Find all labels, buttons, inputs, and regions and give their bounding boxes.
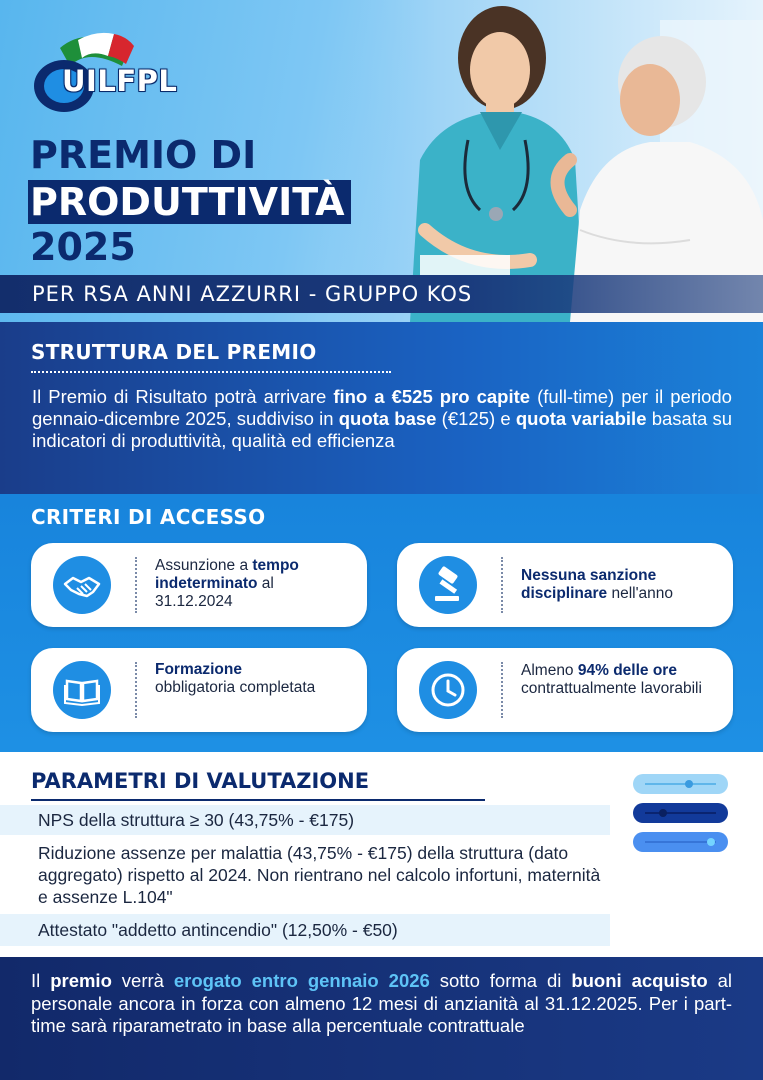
struttura-divider: [31, 371, 391, 373]
handshake-icon: [53, 556, 111, 614]
parametro-row: Riduzione assenze per malattia (43,75% - €175) della struttura (dato aggregato) rispetto al 2024. Non rientrano nel calcolo infortuni, maternità e assenze L.104": [38, 843, 601, 907]
slider-decoration-icon: [633, 832, 728, 852]
slider-decoration-icon: [633, 803, 728, 823]
card-separator: [501, 662, 503, 718]
title-line-1: PREMIO DI: [30, 133, 257, 177]
criterio-card-formazione: [31, 648, 367, 732]
criterio-card-ore: [397, 648, 733, 732]
hero-photo-nurse-and-elderly-woman: [330, 0, 763, 322]
criterio-text: Nessuna sanzione disciplinare nell'anno: [521, 567, 674, 602]
criterio-card-assunzione: [31, 543, 367, 627]
criterio-text: Formazione obbligatoria completata: [155, 661, 316, 696]
criterio-text: Almeno 94% delle ore contrattualmente lavorabili: [521, 662, 702, 697]
uilfpl-logo: [30, 26, 195, 116]
clock-icon: [419, 661, 477, 719]
slider-decoration-icon: [633, 774, 728, 794]
card-separator: [135, 557, 137, 613]
parametro-row: NPS della struttura ≥ 30 (43,75% - €175): [0, 805, 610, 835]
title-line-2: PRODUTTIVITÀ: [28, 180, 351, 224]
footer-text: Il premio verrà erogato entro gennaio 2026 sotto forma di buoni acquisto al personale ancora in forza con almeno 12 mesi di anzianità al 31.12.2025. Per i part-time sarà riparametrato in base alla percentuale contrattuale: [31, 970, 732, 1036]
criteri-heading: CRITERI DI ACCESSO: [31, 505, 266, 529]
card-separator: [135, 662, 137, 718]
card-separator: [501, 557, 503, 613]
hero-section: [0, 0, 763, 322]
struttura-heading: STRUTTURA DEL PREMIO: [31, 340, 317, 364]
parametro-row: Attestato "addetto antincendio" (12,50% - €50): [0, 914, 610, 946]
title-line-3: 2025: [30, 225, 136, 269]
parametri-heading: PARAMETRI DI VALUTAZIONE: [31, 769, 370, 793]
criterio-card-sanzione: [397, 543, 733, 627]
gavel-icon: [419, 556, 477, 614]
logo-text: UILFPL: [62, 64, 178, 98]
struttura-text: Il Premio di Risultato potrà arrivare fino a €525 pro capite (full-time) per il periodo gennaio-dicembre 2025, suddiviso in quota base (€125) e quota variabile basata su indicatori di produttività, qualità ed efficienza: [32, 386, 732, 451]
parametri-underline: [31, 799, 485, 801]
criterio-text: Assunzione a tempo indeterminato al 31.12.2024: [155, 557, 299, 610]
book-icon: [53, 661, 111, 719]
subtitle: PER RSA ANNI AZZURRI - GRUPPO KOS: [32, 282, 473, 306]
